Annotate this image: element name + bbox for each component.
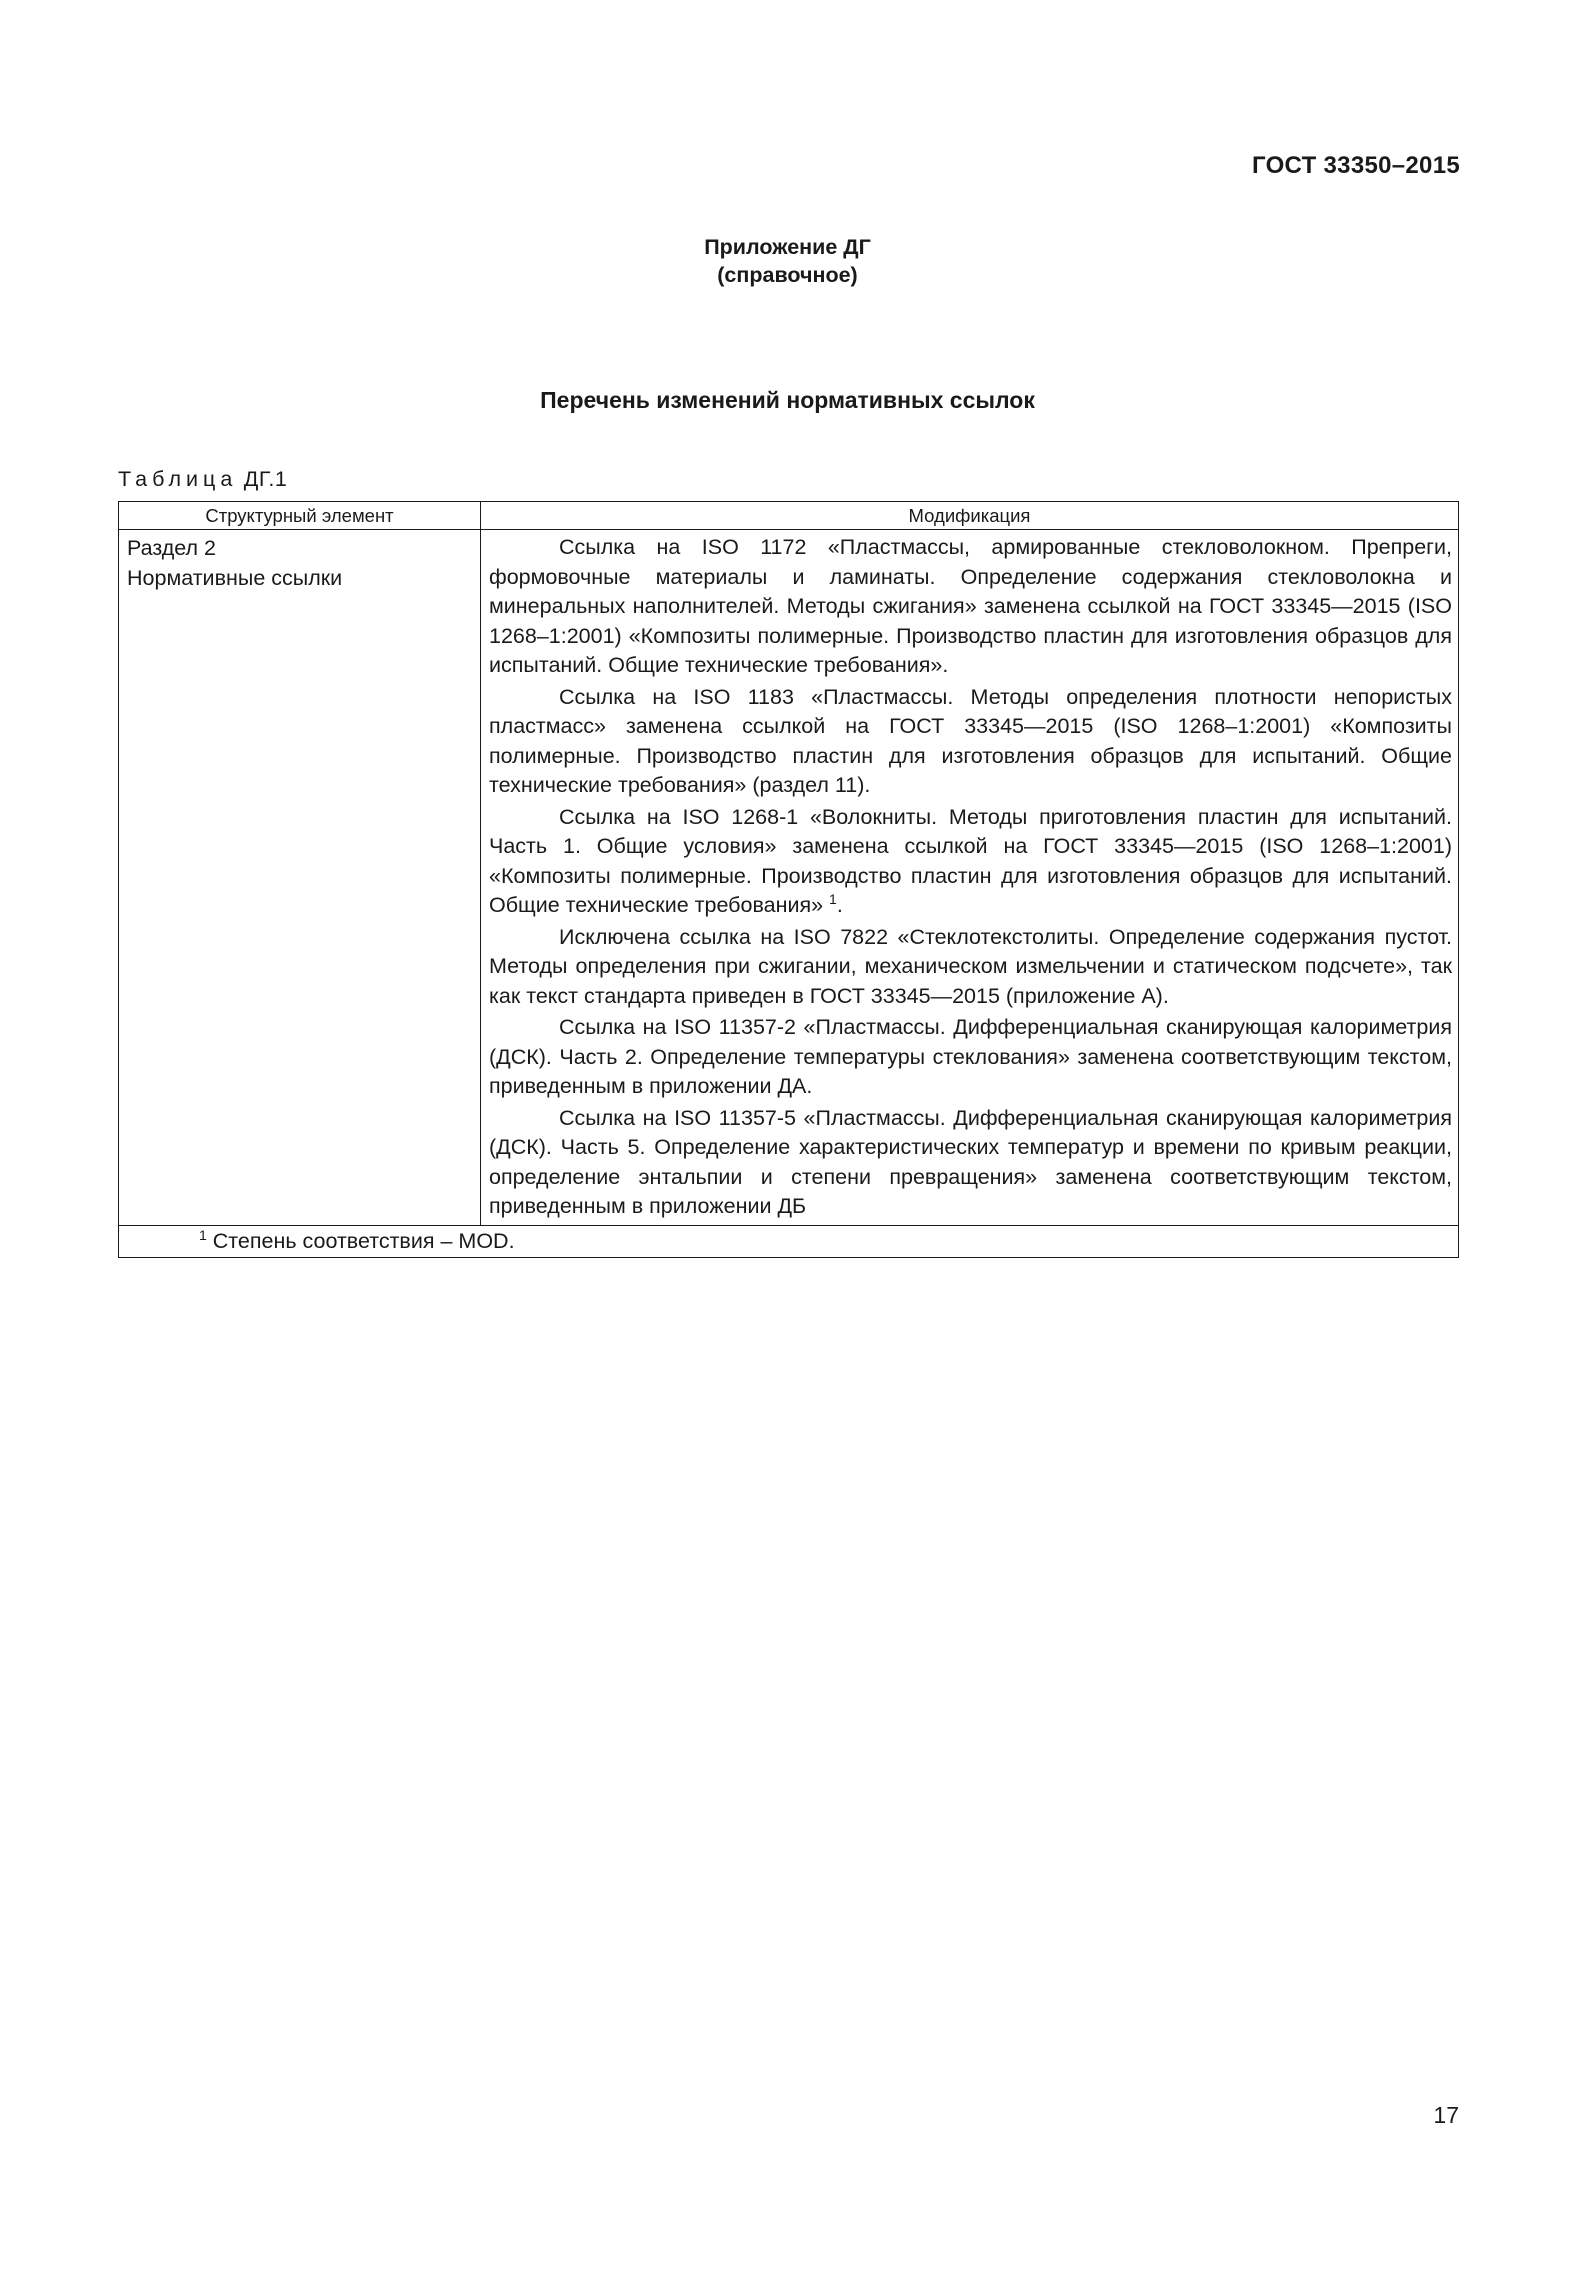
table-caption [118,467,287,492]
structural-element-cell [119,530,481,1226]
footnote-mark: 1 [199,1226,207,1243]
footnote-row [119,1225,1459,1257]
table-row [119,530,1459,1226]
footnote-text: Степень соответствия – MOD. [212,1228,515,1253]
footnote-cell [119,1225,1459,1257]
annex-status: (справочное) [717,263,858,287]
footnote-reference: 1 [829,891,837,907]
document-code: ГОСТ 33350–2015 [1252,152,1460,179]
modification-paragraph [489,803,1452,921]
table-caption-prefix: Таблица [118,467,238,491]
list-title: Перечень изменений нормативных ссылок [540,387,1035,413]
annex-heading [0,233,1575,289]
modification-text: Ссылка на ISO 1268-1 «Волокниты. Методы приготовления пластин для испытаний. Часть 1. Общие условия» заменена ссылкой на ГОСТ 33345—2015 (ISO 1268–1:2001) «Композиты полимерные. Производство пластин для изготовления образцов для испытаний. Общие технические требования» [489,804,1452,917]
table-caption-number: ДГ.1 [243,467,288,491]
column-header-element: Структурный элемент [119,502,481,530]
modification-paragraph: Ссылка на ISO 1172 «Пластмассы, армированные стекловолокном. Препреги, формовочные материалы и ламинаты. Определение содержания стекловолокна и минеральных наполнителей. Методы сжигания» заменена ссылкой на ГОСТ 33345—2015 (ISO 1268–1:2001) «Композиты полимерные. Производство пластин для изготовления образцов для испытаний. Общие технические требования». [489,535,1452,677]
modification-paragraph: Исключена ссылка на ISO 7822 «Стеклотекстолиты. Определение содержания пустот. Методы определения при сжигании, механическом измельчении и статическом подсчете», так как текст стандарта приведен в ГОСТ 33345—2015 (приложение А). [489,924,1452,1008]
page-number: 17 [1433,2102,1459,2128]
table-header-row [119,502,1459,530]
element-line: Раздел 2 [127,536,216,560]
annex-title: Приложение ДГ [704,235,871,259]
modification-paragraph: Ссылка на ISO 11357-5 «Пластмассы. Дифференциальная сканирующая калориметрия (ДСК). Часть 5. Определение характеристических температур и времени по кривым реакции, определение энтальпии и степени превращения» заменена соответствующим текстом, приведенным в приложении ДБ [489,1105,1452,1218]
element-line: Нормативные ссылки [127,566,343,590]
references-table [118,501,1459,1258]
modification-paragraph: Ссылка на ISO 1183 «Пластмассы. Методы определения плотности непористых пластмасс» заменена ссылкой на ГОСТ 33345—2015 (ISO 1268–1:2001) «Композиты полимерные. Производство пластин для изготовления образцов для испытаний. Общие технические требования» (раздел 11). [489,684,1452,797]
footnote-reference-period: . [836,893,843,917]
modification-paragraph: Ссылка на ISO 11357-2 «Пластмассы. Дифференциальная сканирующая калориметрия (ДСК). Часть 2. Определение температуры стеклования» заменена соответствующим текстом, приведенным в приложении ДА. [489,1015,1452,1098]
modification-cell [481,530,1459,1226]
column-header-modification: Модификация [481,502,1459,530]
